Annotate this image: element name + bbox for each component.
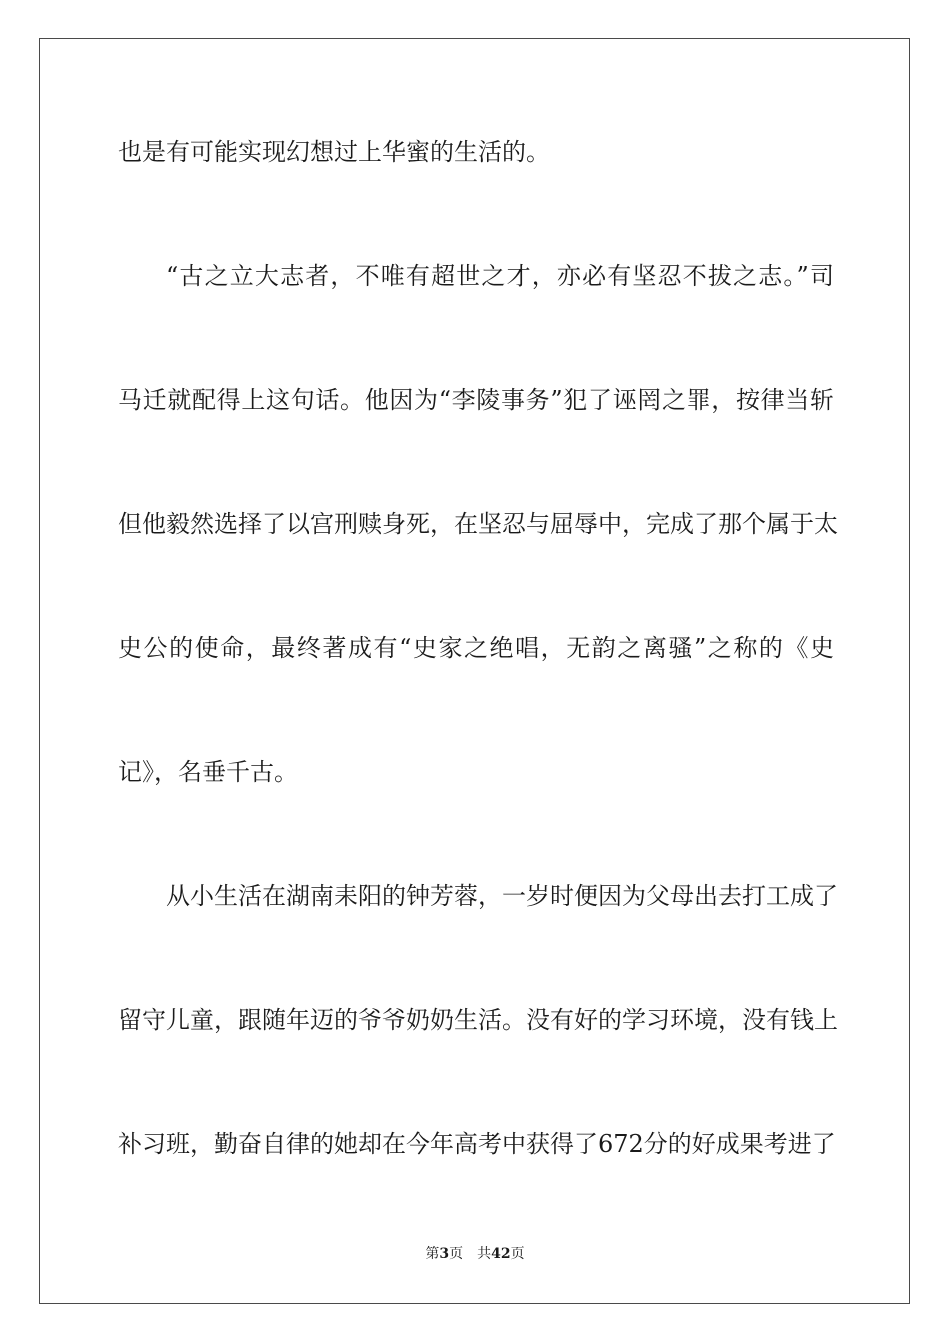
footer-page-total: 42 [491,1246,511,1262]
footer-page-prefix: 第 [425,1246,440,1262]
text-line-3: 马迁就配得上这句话。他因为“李陵事务”犯了诬罔之罪，按律当斩 [118,386,834,414]
footer-page-current: 3 [439,1246,450,1262]
text-line-9: 补习班，勤奋自律的她却在今年高考中获得了672分的好成果考进了 [118,1130,836,1158]
text-line-8: 留守儿童，跟随年迈的爷爷奶奶生活。没有好的学习环境，没有钱上 [118,1006,838,1034]
text-line-1: 也是有可能实现幻想过上华蜜的生活的。 [118,138,550,166]
page-border [39,38,910,1304]
page-footer [0,1245,950,1263]
text-line-5: 史公的使命，最终著成有“史家之绝唱，无韵之离骚”之称的《史 [118,634,834,662]
text-line-6: 记》，名垂千古。 [118,758,298,786]
footer-total-suffix: 页 [510,1246,525,1262]
text-line-2: “古之立大志者，不唯有超世之才，亦必有坚忍不拔之志。”司 [166,262,834,290]
text-line-7: 从小生活在湖南耒阳的钟芳蓉，一岁时便因为父母出去打工成了 [166,882,838,910]
footer-page-suffix: 页 [449,1246,464,1262]
footer-total-prefix: 共 [477,1246,492,1262]
text-line-4: 但他毅然选择了以宫刑赎身死，在坚忍与屈辱中，完成了那个属于太 [118,510,838,538]
